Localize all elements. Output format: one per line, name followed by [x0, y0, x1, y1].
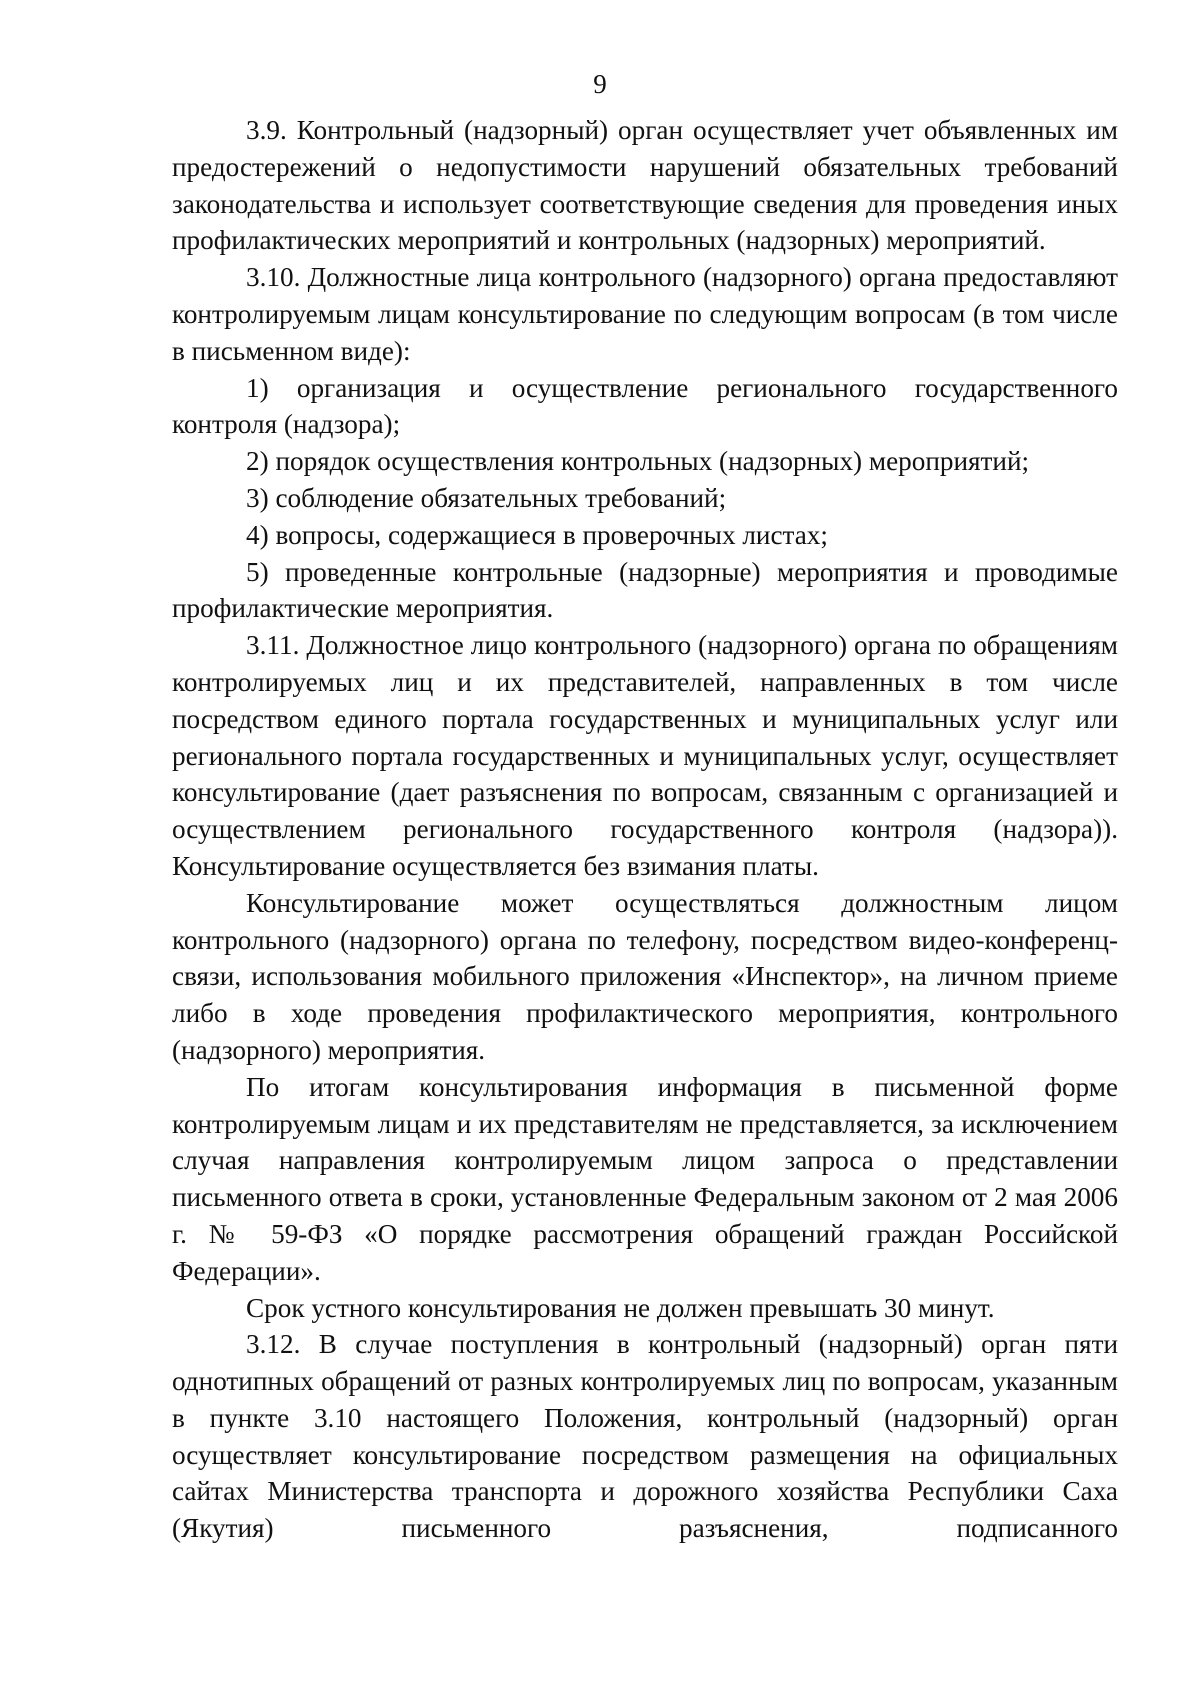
list-item-4: 4) вопросы, содержащиеся в проверочных листах; [246, 519, 828, 550]
page-number: 9 [593, 69, 607, 99]
paragraph-3-9: 3.9. Контрольный (надзорный) орган осуществляет учет объявленных им предостережений о недопустимости нарушений обязательных требований законодательства и использует соответствующие сведения для проведения иных профилактических мероприятий и контрольных (надзорных) мероприятий. [172, 115, 1118, 256]
paragraph-consultation-duration: Срок устного консультирования не должен превышать 30 минут. [246, 1292, 995, 1323]
list-item-3: 3) соблюдение обязательных требований; [246, 482, 727, 513]
paragraph-3-12: 3.12. В случае поступления в контрольный (надзорный) орган пяти однотипных обращений от разных контролируемых лиц по вопросам, указанным в пункте 3.10 настоящего Положения, контрольный (надзорный) орган осуществляет консультирование посредством размещения на официальных сайтах Министерства транспорта и дорожного хозяйства Республики Саха (Якутия) письменного разъяснения, подписанного [172, 1329, 1118, 1544]
list-item-1: 1) организация и осуществление регионального государственного контроля (надзора); [172, 372, 1118, 440]
paragraph-consultation-results: По итогам консультирования информация в письменной форме контролируемым лицам и их представителям не представляется, за исключением случая направления контролируемым лицом запроса о представлении письменного ответа в сроки, установленные Федеральным законом от 2 мая 2006 г. № 59-ФЗ «О порядке рассмотрения обращений граждан Российской Федерации». [172, 1071, 1118, 1286]
list-item-5: 5) проведенные контрольные (надзорные) мероприятия и проводимые профилактические мероприятия. [172, 556, 1118, 624]
paragraph-3-11: 3.11. Должностное лицо контрольного (надзорного) органа по обращениям контролируемых лиц и их представителей, направленных в том числе посредством единого портала государственных и муниципальных услуг или регионального портала государственных и муниципальных услуг, осуществляет консультирование (дает разъяснения по вопросам, связанным с организацией и осуществлением регионального государственного контроля (надзора)). Консультирование осуществляется без взимания платы. [172, 630, 1118, 881]
list-item-2: 2) порядок осуществления контрольных (надзорных) мероприятий; [246, 446, 1030, 477]
paragraph-consultation-methods: Консультирование может осуществляться должностным лицом контрольного (надзорного) органа по телефону, посредством видео-конференц-связи, использования мобильного приложения «Инспектор», на личном приеме либо в ходе проведения профилактического мероприятия, контрольного (надзорного) мероприятия. [172, 887, 1118, 1065]
document-body [172, 112, 1118, 1547]
paragraph-3-10: 3.10. Должностные лица контрольного (надзорного) органа предоставляют контролируемым лицам консультирование по следующим вопросам (в том числе в письменном виде): [172, 262, 1118, 366]
